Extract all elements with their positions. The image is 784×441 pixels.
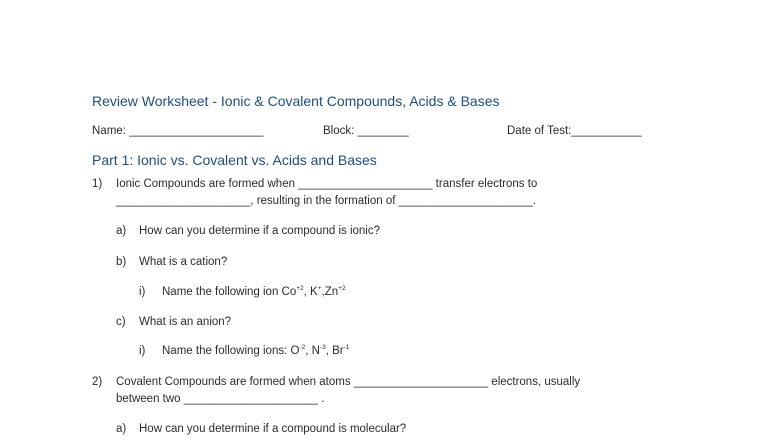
question-1c-label: c)	[116, 316, 126, 328]
question-1c-i-charge1: -2	[299, 344, 306, 352]
question-2-line1: Covalent Compounds are formed when atoms _____________________ electrons, usually	[116, 376, 581, 388]
question-1-line2: _____________________, resulting in the formation of _____________________.	[116, 195, 537, 207]
question-2a-label: a)	[116, 423, 127, 435]
worksheet-title: Review Worksheet - Ionic & Covalent Compounds, Acids & Bases	[92, 93, 500, 109]
question-1c-i-charge2: -3	[319, 344, 326, 352]
question-1b-i-label: i)	[139, 286, 146, 298]
question-2a-text: How can you determine if a compound is molecular?	[139, 423, 407, 435]
question-1b-i-part3: ,Zn	[321, 286, 339, 298]
question-1b-i-text	[162, 286, 346, 298]
question-2-number: 2)	[92, 376, 103, 388]
question-1b-i-charge1: +2	[296, 285, 304, 293]
question-1b-i-part1: Name the following ion Co	[162, 286, 297, 298]
question-1a-text: How can you determine if a compound is ionic?	[139, 225, 380, 237]
question-1c-i-part2: , N	[305, 345, 320, 357]
name-field: Name: _____________________	[92, 125, 264, 137]
question-1b-i-charge3: +2	[338, 285, 346, 293]
question-1b-text: What is a cation?	[139, 256, 228, 268]
part1-heading: Part 1: Ionic vs. Covalent vs. Acids and Bases	[92, 152, 377, 168]
question-1c-i-part3: , Br	[325, 345, 344, 357]
block-field: Block: ________	[323, 125, 409, 137]
question-1a-label: a)	[116, 225, 127, 237]
question-1-line1: Ionic Compounds are formed when _____________________ transfer electrons to	[116, 178, 538, 190]
question-1c-i-charge3: -1	[343, 344, 350, 352]
date-of-test-field: Date of Test:___________	[507, 125, 642, 137]
question-1-number: 1)	[92, 178, 103, 190]
question-1c-text: What is an anion?	[139, 316, 232, 328]
question-1c-i-part1: Name the following ions: O	[162, 345, 300, 357]
question-1b-label: b)	[116, 256, 127, 268]
question-2-line2: between two _____________________ .	[116, 393, 325, 405]
question-1b-i-charge2: +	[317, 285, 322, 293]
question-1c-i-text	[162, 345, 349, 357]
question-1c-i-label: i)	[139, 345, 146, 357]
question-1b-i-part2: , K	[303, 286, 318, 298]
